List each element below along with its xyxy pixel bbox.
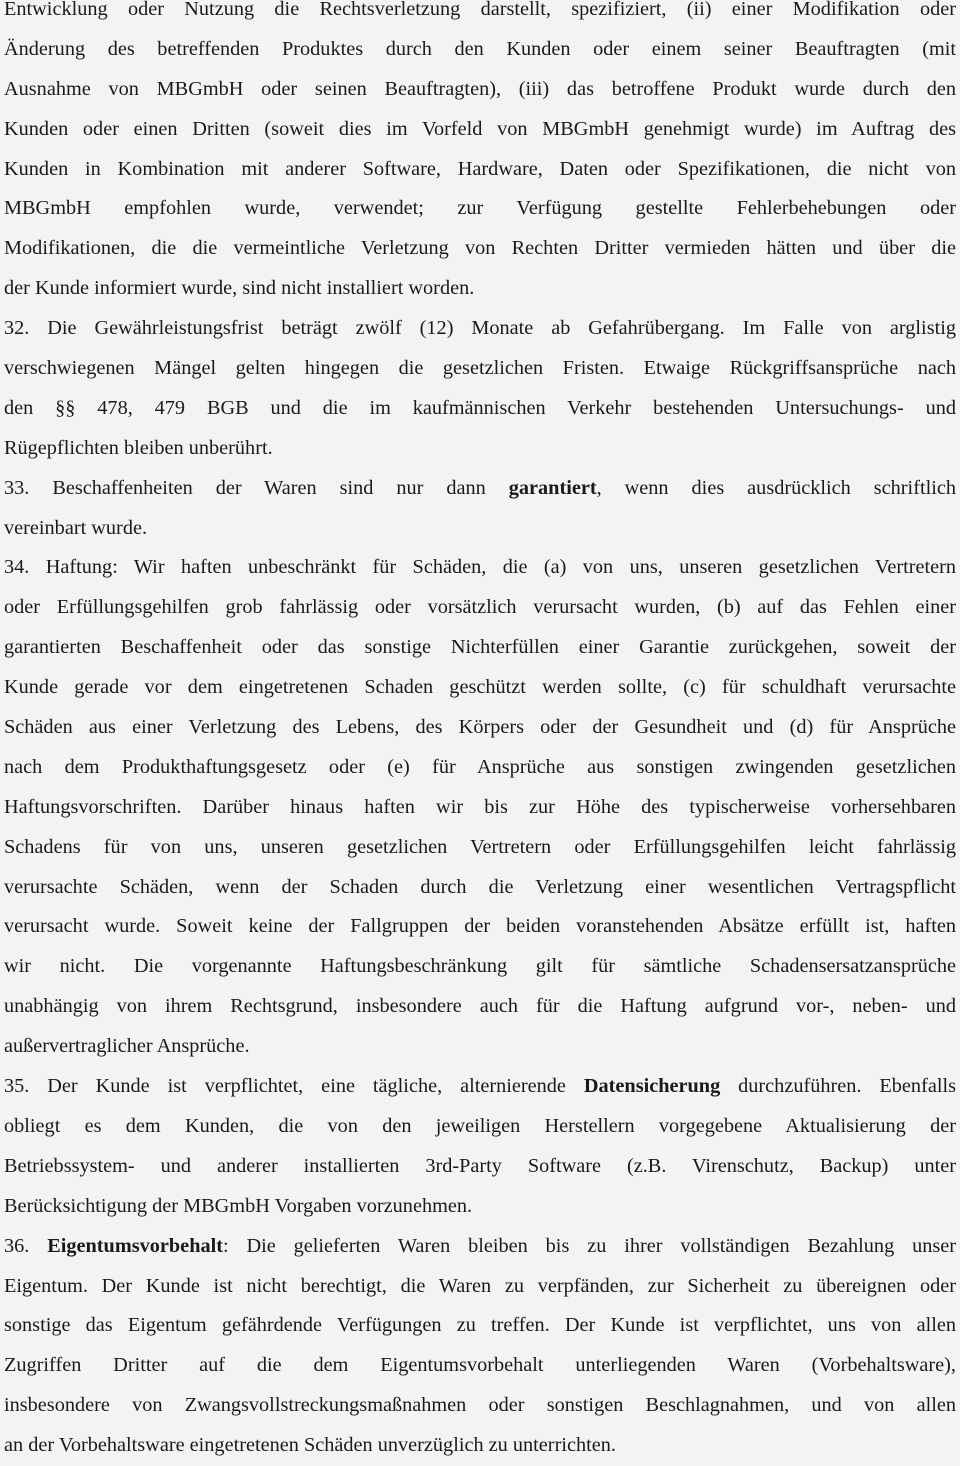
text-line: [4, 0, 956, 30]
text-line: [4, 1386, 956, 1426]
text-segment: den §§ 478, 479 BGB und die im kaufmännischen Verkehr bestehenden Untersuchungs- und: [4, 396, 956, 419]
text-segment: 32. Die Gewährleistungsfrist beträgt zwölf (12) Monate ab Gefahrübergang. Im Falle von arglistig: [4, 317, 956, 340]
text-segment: durchzuführen. Ebenfalls: [720, 1075, 956, 1098]
text-segment: an der Vorbehaltsware eingetretenen Schäden unverzüglich zu unterrichten.: [4, 1434, 616, 1457]
text-line: [4, 269, 956, 309]
text-segment: Betriebssystem- und anderer installierten 3rd-Party Software (z.B. Virenschutz, Backup) unter: [4, 1154, 956, 1177]
text-segment: Kunden oder einen Dritten (soweit dies im Vorfeld von MBGmbH genehmigt wurde) im Auftrag des: [4, 117, 956, 140]
text-line: [4, 70, 956, 110]
bold-text: garantiert: [508, 476, 597, 499]
text-line: [4, 30, 956, 70]
text-line: [4, 229, 956, 269]
text-line: [4, 628, 956, 668]
text-segment: Zugriffen Dritter auf die dem Eigentumsvorbehalt unterliegenden Waren (Vorbehaltsware),: [4, 1354, 956, 1377]
text-line: [4, 1027, 956, 1067]
text-line: [4, 548, 956, 588]
text-line: [4, 150, 956, 190]
text-segment: obliegt es dem Kunden, die von den jeweiligen Herstellern vorgegebene Aktualisierung der: [4, 1114, 956, 1137]
text-line: [4, 1107, 956, 1147]
text-segment: sonstige das Eigentum gefährdende Verfügungen zu treffen. Der Kunde ist verpflichtet, uns von allen: [4, 1314, 956, 1337]
text-segment: Ausnahme von MBGmbH oder seinen Beauftragten), (iii) das betroffene Produkt wurde durch den: [4, 77, 956, 100]
text-line: [4, 708, 956, 748]
text-segment: verursachte Schäden, wenn der Schaden durch die Verletzung einer wesentlichen Vertragspflicht: [4, 875, 956, 898]
text-line: [4, 389, 956, 429]
text-segment: : Die gelieferten Waren bleiben bis zu ihrer vollständigen Bezahlung unser: [223, 1234, 956, 1257]
text-segment: wir nicht. Die vorgenannte Haftungsbeschränkung gilt für sämtliche Schadensersatzansprüche: [4, 955, 956, 978]
text-line: [4, 828, 956, 868]
text-segment: garantierten Beschaffenheit oder das sonstige Nichterfüllen einer Garantie zurückgehen, soweit der: [4, 636, 956, 659]
text-line: [4, 907, 956, 947]
text-line: [4, 349, 956, 389]
text-segment: , wenn dies ausdrücklich schriftlich: [596, 476, 956, 499]
text-line: [4, 110, 956, 150]
text-line: [4, 788, 956, 828]
text-line: [4, 868, 956, 908]
text-line: [4, 1306, 956, 1346]
text-segment: nach dem Produkthaftungsgesetz oder (e) für Ansprüche aus sonstigen zwingenden gesetzlichen: [4, 755, 956, 778]
text-segment: verschwiegenen Mängel gelten hingegen die gesetzlichen Fristen. Etwaige Rückgriffsansprüche nach: [4, 357, 956, 380]
text-line: [4, 1346, 956, 1386]
text-line: [4, 309, 956, 349]
text-line: [4, 987, 956, 1027]
text-line: [4, 429, 956, 469]
text-segment: Entwicklung oder Nutzung die Rechtsverletzung darstellt, spezifiziert, (ii) einer Modifikation oder: [4, 0, 956, 20]
text-segment: Eigentum. Der Kunde ist nicht berechtigt, die Waren zu verpfänden, zur Sicherheit zu übereignen oder: [4, 1274, 956, 1297]
text-segment: MBGmbH empfohlen wurde, verwendet; zur Verfügung gestellte Fehlerbehebungen oder: [4, 197, 956, 220]
text-segment: Änderung des betreffenden Produktes durch den Kunden oder einem seiner Beauftragten (mit: [4, 37, 956, 60]
text-segment: Schadens für von uns, unseren gesetzlichen Vertretern oder Erfüllungsgehilfen leicht fahrlässig: [4, 835, 956, 858]
text-line: [4, 588, 956, 628]
text-segment: 35. Der Kunde ist verpflichtet, eine tägliche, alternierende: [4, 1075, 584, 1098]
text-line: [4, 189, 956, 229]
text-line: [4, 1267, 956, 1307]
text-segment: Berücksichtigung der MBGmbH Vorgaben vorzunehmen.: [4, 1194, 473, 1217]
text-line: [4, 1067, 956, 1107]
text-line: [4, 668, 956, 708]
text-segment: Haftungsvorschriften. Darüber hinaus haften wir bis zur Höhe des typischerweise vorhersehbaren: [4, 795, 956, 818]
text-segment: unabhängig von ihrem Rechtsgrund, insbesondere auch für die Haftung aufgrund vor-, neben- und: [4, 995, 956, 1018]
text-segment: Modifikationen, die die vermeintliche Verletzung von Rechten Dritter vermieden hätten und über die: [4, 237, 956, 260]
document-body: [4, 0, 956, 1466]
text-segment: 34. Haftung: Wir haften unbeschränkt für Schäden, die (a) von uns, unseren gesetzlichen Vertretern: [4, 556, 956, 579]
text-line: [4, 509, 956, 549]
text-segment: Kunde gerade vor dem eingetretenen Schaden geschützt werden sollte, (c) für schuldhaft verursachte: [4, 676, 956, 699]
text-segment: der Kunde informiert wurde, sind nicht installiert worden.: [4, 277, 475, 300]
text-segment: verursacht wurde. Soweit keine der Fallgruppen der beiden voranstehenden Absätze erfüllt ist, haften: [4, 915, 956, 938]
text-line: [4, 748, 956, 788]
bold-text: Eigentumsvorbehalt: [47, 1234, 223, 1257]
text-segment: oder Erfüllungsgehilfen grob fahrlässig oder vorsätzlich verursacht wurden, (b) auf das Fehlen einer: [4, 596, 956, 619]
text-segment: außervertraglicher Ansprüche.: [4, 1035, 250, 1058]
text-segment: 33. Beschaffenheiten der Waren sind nur dann: [4, 476, 509, 499]
text-line: [4, 469, 956, 509]
text-line: [4, 947, 956, 987]
text-segment: vereinbart wurde.: [4, 516, 148, 539]
text-line: [4, 1227, 956, 1267]
text-segment: Schäden aus einer Verletzung des Lebens, des Körpers oder der Gesundheit und (d) für Ansprüche: [4, 716, 956, 739]
text-line: [4, 1187, 956, 1227]
text-line: [4, 1147, 956, 1187]
text-segment: Rügepflichten bleiben unberührt.: [4, 436, 273, 459]
text-segment: insbesondere von Zwangsvollstreckungsmaßnahmen oder sonstigen Beschlagnahmen, und von allen: [4, 1394, 956, 1417]
bold-text: Datensicherung: [583, 1075, 721, 1098]
text-segment: 36.: [4, 1234, 48, 1257]
text-segment: Kunden in Kombination mit anderer Software, Hardware, Daten oder Spezifikationen, die nicht von: [4, 157, 956, 180]
